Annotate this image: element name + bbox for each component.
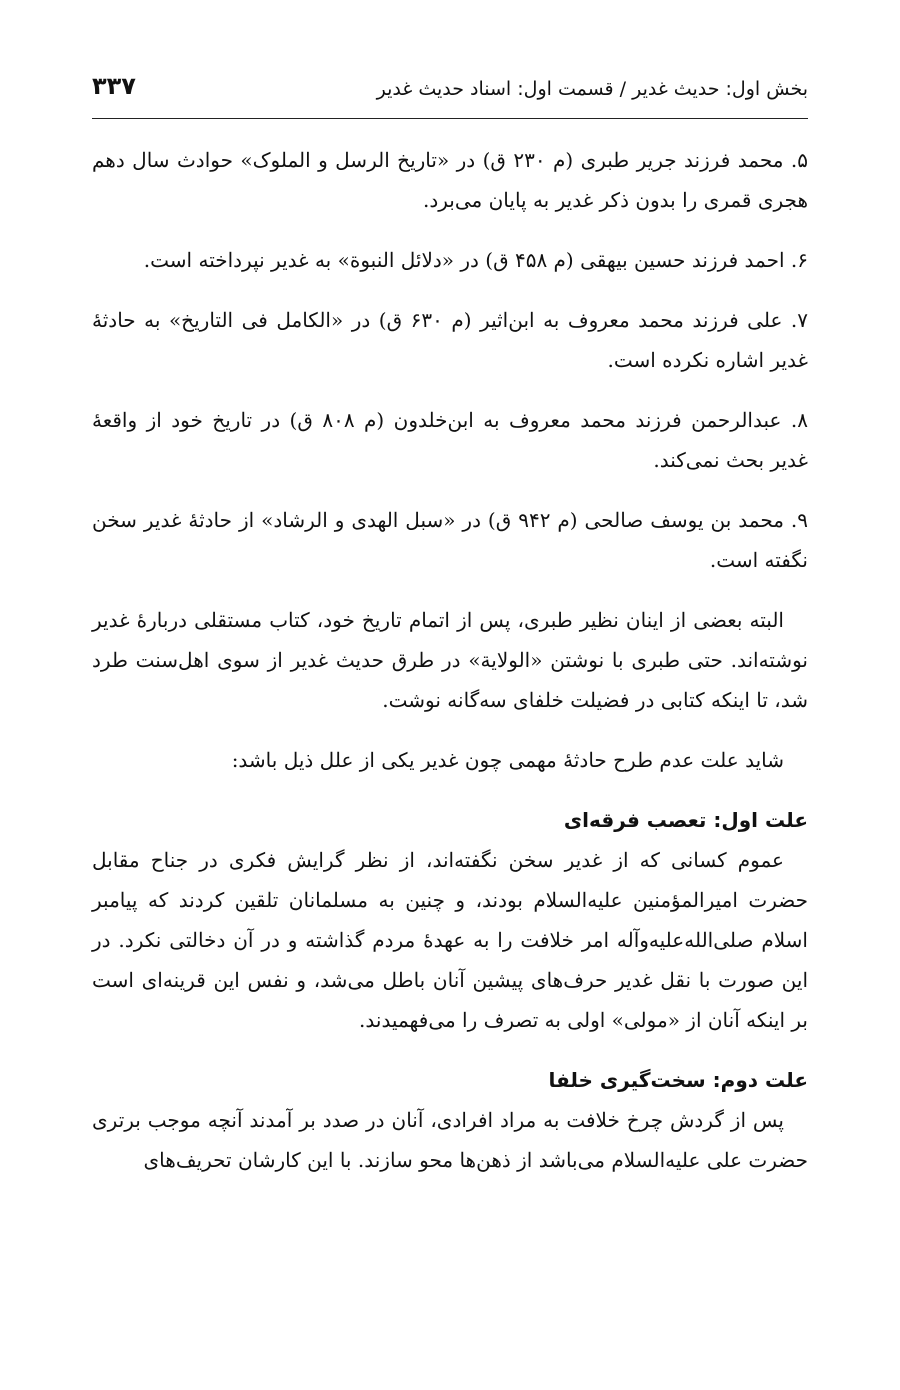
- paragraph-reason-1: عموم کسانی که از غدیر سخن نگفته‌اند، از نظر گرایش فکری در جناح مقابل حضرت امیرالمؤمنین علیه‌السلام بودند، و چنین به مسلمانان تلقین کردند که پیامبر اسلام صلی‌الله‌علیه‌وآله امر خلافت را به عهدهٔ مردم گذاشته و در آن دخالتی نکرد. در این صورت با نقل غدیر حرف‌های پیشین آنان باطل می‌شد، و نفس این قرینه‌ای است بر اینکه آنان از «مولی» اولی به تصرف را می‌فهمیدند.: [92, 848, 808, 1032]
- body-text: [92, 140, 808, 1200]
- page-header: [92, 68, 808, 116]
- paragraph-reason-2: پس از گردش چرخ خلافت به مراد افرادی، آنان در صدد بر آمدند آنچه موجب برتری حضرت علی علیه‌السلام می‌باشد از ذهن‌ها محو سازند. با این کارشان تحریف‌های: [92, 1108, 808, 1172]
- paragraph-item-7: ۷. علی فرزند محمد معروف به ابن‌اثیر (م ۶۳۰ ق) در «الکامل فی التاریخ» به حادثهٔ غدیر اشاره نکرده است.: [92, 308, 808, 372]
- paragraph-item-8: ۸. عبدالرحمن فرزند محمد معروف به ابن‌خلدون (م ۸۰۸ ق) در تاریخ خود از واقعهٔ غدیر بحث نمی‌کند.: [92, 408, 808, 472]
- section-heading-2: علت دوم: سخت‌گیری خلفا: [548, 1068, 808, 1092]
- page-number: ۳۳۷: [92, 72, 136, 100]
- paragraph-note: البته بعضی از اینان نظیر طبری، پس از اتمام تاریخ خود، کتاب مستقلی دربارهٔ غدیر نوشته‌اند. حتی طبری با نوشتن «الولایة» در طرق حدیث غدیر از سوی اهل‌سنت طرد شد، تا اینکه کتابی در فضیلت خلفای سه‌گانه نوشت.: [92, 608, 808, 712]
- running-title: بخش اول: حدیث غدیر / قسمت اول: اسناد حدیث غدیر: [376, 78, 808, 100]
- section-heading-1: علت اول: تعصب فرقه‌ای: [563, 808, 808, 832]
- paragraph-item-9: ۹. محمد بن یوسف صالحی (م ۹۴۲ ق) در «سبل الهدی و الرشاد» از حادثهٔ غدیر سخن نگفته است.: [92, 508, 808, 572]
- paragraph-item-6: ۶. احمد فرزند حسین بیهقی (م ۴۵۸ ق) در «دلائل النبوة» به غدیر نپرداخته است.: [143, 248, 808, 272]
- paragraph-item-5: ۵. محمد فرزند جریر طبری (م ۲۳۰ ق) در «تاریخ الرسل و الملوک» حوادث سال دهم هجری قمری را بدون ذکر غدیر به پایان می‌برد.: [92, 148, 808, 212]
- header-rule: [92, 118, 808, 119]
- paragraph-intro: شاید علت عدم طرح حادثهٔ مهمی چون غدیر یکی از علل ذیل باشد:: [231, 748, 784, 772]
